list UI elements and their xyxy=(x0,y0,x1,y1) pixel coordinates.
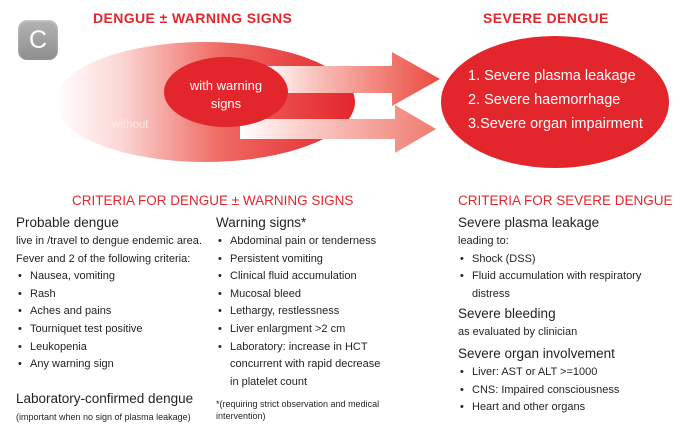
warning-footnote-line1: *(requiring strict observation and medical xyxy=(216,399,380,410)
criteria-left-title: CRITERIA FOR DENGUE ± WARNING SIGNS xyxy=(72,193,354,208)
severe-criteria-section xyxy=(458,213,641,417)
severe-leak-item2-line2: distress xyxy=(472,287,510,300)
probable-intro-line2: Fever and 2 of the following criteria: xyxy=(16,252,191,265)
header-severe-dengue: SEVERE DENGUE xyxy=(483,10,609,26)
list-item: • Rash xyxy=(16,286,202,304)
warning-lab-line3: in platelet count xyxy=(230,375,308,388)
label-with-warning-line1: with warning xyxy=(189,78,263,93)
severe-item-organ-impairment: 3.Severe organ impairment xyxy=(468,116,643,132)
list-item: • CNS: Impaired consciousness xyxy=(458,382,641,400)
list-item: • Mucosal bleed xyxy=(216,286,380,304)
header-dengue-warning-signs: DENGUE ± WARNING SIGNS xyxy=(93,10,293,26)
list-item: • Persistent vomiting xyxy=(216,251,380,269)
severe-bleed-sub: as evaluated by clinician xyxy=(458,326,578,339)
list-item: • Liver enlargment >2 cm xyxy=(216,321,380,339)
severe-bleed-title: Severe bleeding xyxy=(458,306,556,322)
warning-signs-section xyxy=(216,213,380,422)
criteria-right-title: CRITERIA FOR SEVERE DENGUE xyxy=(458,193,673,208)
warning-lab-line1: • Laboratory: increase in HCT xyxy=(230,340,368,353)
list-item: • Lethargy, restlessness xyxy=(216,303,380,321)
warning-signs-list xyxy=(216,233,380,391)
list-item: • Tourniquet test positive xyxy=(16,321,202,339)
label-with-warning-line2: signs xyxy=(210,96,242,111)
severe-dengue-list xyxy=(468,64,663,136)
label-without: without xyxy=(112,119,149,131)
list-item: • Liver: AST or ALT >=1000 xyxy=(458,364,641,382)
panel-letter-badge: C xyxy=(18,20,58,60)
warning-signs-title: Warning signs* xyxy=(216,215,307,230)
severe-leak-item2-line1: • Fluid accumulation with respiratory xyxy=(472,270,642,283)
probable-intro-line1: live in /travel to dengue endemic area. xyxy=(16,235,202,247)
list-item: • Any warning sign xyxy=(16,356,202,374)
warning-footnote-line2: intervention) xyxy=(216,411,266,422)
severe-item-plasma-leakage: 1. Severe plasma leakage xyxy=(468,68,636,84)
severe-leak-sub: leading to: xyxy=(458,235,509,247)
probable-dengue-section xyxy=(16,213,202,374)
lab-confirmed-section xyxy=(16,389,193,423)
warning-lab-line2: concurrent with rapid decrease xyxy=(230,358,381,371)
list-item: • Nausea, vomiting xyxy=(16,268,202,286)
severe-item-haemorrhage: 2. Severe haemorrhage xyxy=(468,92,621,108)
severe-leak-list xyxy=(458,251,641,304)
probable-dengue-title: Probable dengue xyxy=(16,215,119,230)
severe-organ-list xyxy=(458,364,641,417)
list-item: • Shock (DSS) xyxy=(458,251,641,269)
list-item xyxy=(216,339,380,392)
list-item: • Clinical fluid accumulation xyxy=(216,268,380,286)
severe-leak-title: Severe plasma leakage xyxy=(458,215,600,230)
list-item: • Leukopenia xyxy=(16,339,202,357)
lab-confirmed-note: (important when no sign of plasma leakage) xyxy=(16,412,191,422)
list-item: • Aches and pains xyxy=(16,303,202,321)
severe-organ-title: Severe organ involvement xyxy=(458,345,615,361)
list-item: • Abdominal pain or tenderness xyxy=(216,233,380,251)
label-with-warning-signs xyxy=(170,77,282,113)
probable-criteria-list xyxy=(16,268,202,374)
lab-confirmed-title: Laboratory-confirmed dengue xyxy=(16,391,194,406)
list-item: • Heart and other organs xyxy=(458,399,641,417)
list-item xyxy=(458,268,641,303)
